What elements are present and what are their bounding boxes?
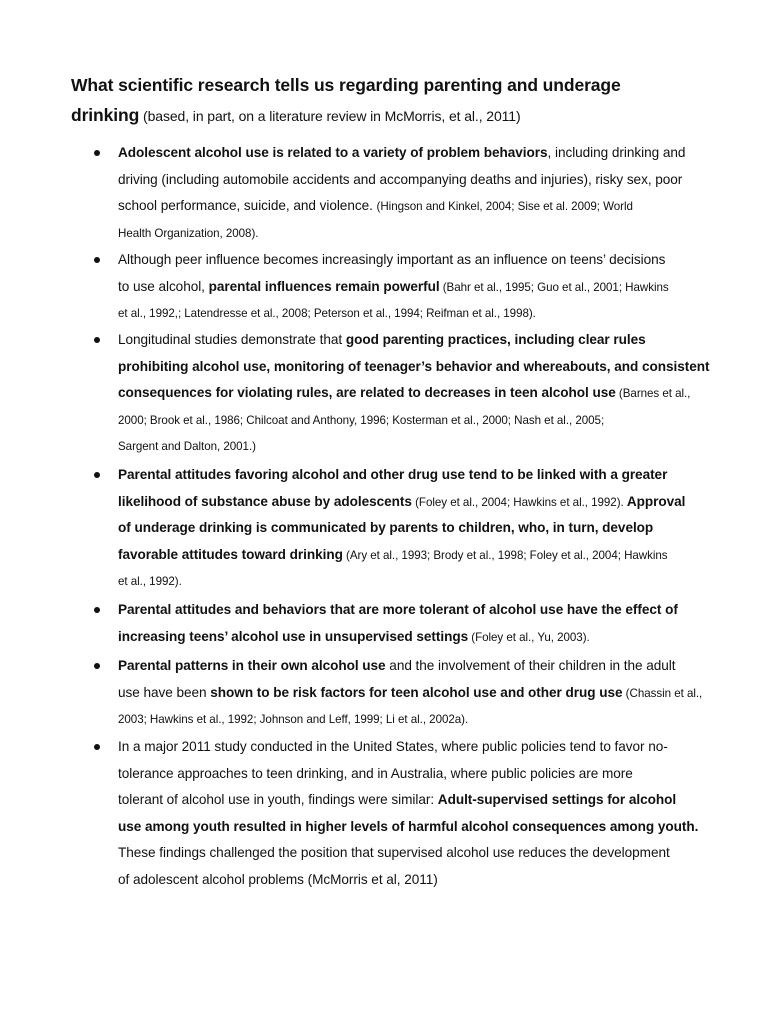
bold-text: good parenting practices, including clear rules	[345, 332, 646, 347]
title-line-2: drinking	[71, 105, 140, 125]
bold-text: likelihood of substance abuse by adolescents	[118, 493, 412, 509]
bold-text: shown to be risk factors for teen alcohol use and other drug use	[210, 684, 623, 700]
bold-text: favorable attitudes toward drinking	[118, 546, 343, 562]
citation-text: (Ary et al., 1993; Brody et al., 1998; Foley et al., 2004; Hawkins	[342, 548, 668, 562]
bullet-text-line	[118, 657, 708, 675]
bold-text: Adolescent alcohol use is related to a variety of problem behaviors	[118, 145, 548, 160]
body-text: tolerance approaches to teen drinking, and in Australia, where public policies are more	[118, 765, 633, 781]
bullet-text-line	[118, 844, 708, 862]
citation-text: et al., 1992).	[118, 575, 182, 589]
bullet-dot-icon	[94, 663, 100, 669]
bold-text: Adult-supervised settings for alcohol	[437, 792, 677, 808]
bullet-text-line	[118, 331, 708, 349]
bold-text: of underage drinking is communicated by parents to children, who, in turn, develop	[118, 520, 654, 536]
bullet-text-line	[118, 765, 708, 783]
bullet-text-line	[118, 437, 708, 456]
body-text: to use alcohol,	[118, 278, 209, 294]
citation-text: (Foley et al., 2004; Hawkins et al., 1992).	[411, 495, 627, 509]
body-text: Longitudinal studies demonstrate that	[118, 332, 346, 347]
body-text: tolerant of alcohol use in youth, findings were similar:	[118, 792, 438, 808]
body-text: use have been	[118, 684, 211, 700]
citation-text: et al., 1992,; Latendresse et al., 2008; Peterson et al., 1994; Reifman et al., 1998).	[118, 307, 536, 321]
bullet-text-line	[118, 304, 708, 323]
bold-text: Parental patterns in their own alcohol use	[118, 658, 386, 673]
citation-text: (Hingson and Kinkel, 2004; Sise et al. 2009; World	[376, 200, 633, 214]
body-text: driving (including automobile accidents and accompanying deaths and injuries), risky sex, poor	[118, 171, 683, 187]
citation-text: (Bahr et al., 1995; Guo et al., 2001; Hawkins	[439, 280, 669, 294]
body-text: , including drinking and	[547, 145, 686, 160]
bullet-text-line	[118, 572, 708, 591]
citation-text: 2003; Hawkins et al., 1992; Johnson and Leff, 1999; Li et al., 2002a).	[118, 713, 469, 727]
citation-text: (Barnes et al.,	[615, 387, 691, 401]
bullet-text-line	[118, 684, 708, 703]
citation-text: 2000; Brook et al., 1986; Chilcoat and Anthony, 1996; Kosterman et al., 2000; Nash et al., 2005;	[118, 413, 605, 427]
body-text: Although peer influence becomes increasingly important as an influence on teens’ decisions	[118, 252, 666, 267]
body-text: These findings challenged the position that supervised alcohol use reduces the development	[118, 845, 670, 861]
bold-text: use among youth resulted in higher levels of harmful alcohol consequences among youth.	[118, 818, 699, 834]
body-text: In a major 2011 study conducted in the United States, where public policies tend to favor no-	[118, 739, 668, 754]
bold-text: increasing teens’ alcohol use in unsupervised settings	[118, 628, 469, 644]
title-source-note: (based, in part, on a literature review in McMorris, et al., 2011)	[139, 108, 521, 124]
bullet-text-line	[118, 278, 708, 297]
bullet-text-line	[118, 818, 708, 836]
bold-text: parental influences remain powerful	[208, 278, 440, 294]
bullet-text-line	[118, 628, 708, 647]
body-text: school performance, suicide, and violence.	[118, 198, 377, 214]
bullet-text-line	[118, 224, 708, 243]
citation-text: Health Organization, 2008).	[118, 226, 259, 240]
bullet-dot-icon	[94, 744, 100, 750]
bullet-dot-icon	[94, 607, 100, 613]
bullet-dot-icon	[94, 337, 100, 343]
bullet-text-line	[118, 738, 708, 756]
bold-text: Approval	[626, 493, 686, 509]
bullet-text-line	[118, 251, 708, 269]
bullet-text-line	[118, 466, 708, 484]
bullet-text-line	[118, 197, 708, 216]
bold-text: consequences for violating rules, are related to decreases in teen alcohol use	[118, 385, 616, 401]
citation-text: (Foley et al., Yu, 2003).	[468, 630, 590, 644]
bullet-text-line	[118, 546, 708, 565]
bullet-text-line	[118, 791, 708, 809]
bullet-text-line	[118, 519, 708, 537]
bullet-text-line	[118, 358, 708, 376]
bullet-text-line	[118, 871, 708, 889]
bold-text: Parental attitudes favoring alcohol and other drug use tend to be linked with a greater	[118, 467, 668, 482]
bullet-text-line	[118, 710, 708, 729]
bullet-text-line	[118, 144, 708, 162]
bullet-text-line	[118, 601, 708, 619]
bold-text: prohibiting alcohol use, monitoring of teenager’s behavior and whereabouts, and consistent	[118, 358, 710, 374]
bullet-text-line	[118, 493, 708, 512]
bullet-dot-icon	[94, 472, 100, 478]
citation-text: (Chassin et al.,	[622, 686, 703, 700]
bold-text: Parental attitudes and behaviors that are more tolerant of alcohol use have the effect of	[118, 602, 678, 617]
bullet-text-line	[118, 411, 708, 430]
bullet-text-line	[118, 171, 708, 189]
title-line-1: What scientific research tells us regarding parenting and underage	[71, 75, 621, 95]
citation-text: Sargent and Dalton, 2001.)	[118, 440, 256, 454]
bullet-dot-icon	[94, 150, 100, 156]
body-text: of adolescent alcohol problems (McMorris et al, 2011)	[118, 872, 438, 887]
bullet-dot-icon	[94, 257, 100, 263]
body-text: and the involvement of their children in the adult	[385, 658, 676, 673]
bullet-text-line	[118, 384, 708, 403]
